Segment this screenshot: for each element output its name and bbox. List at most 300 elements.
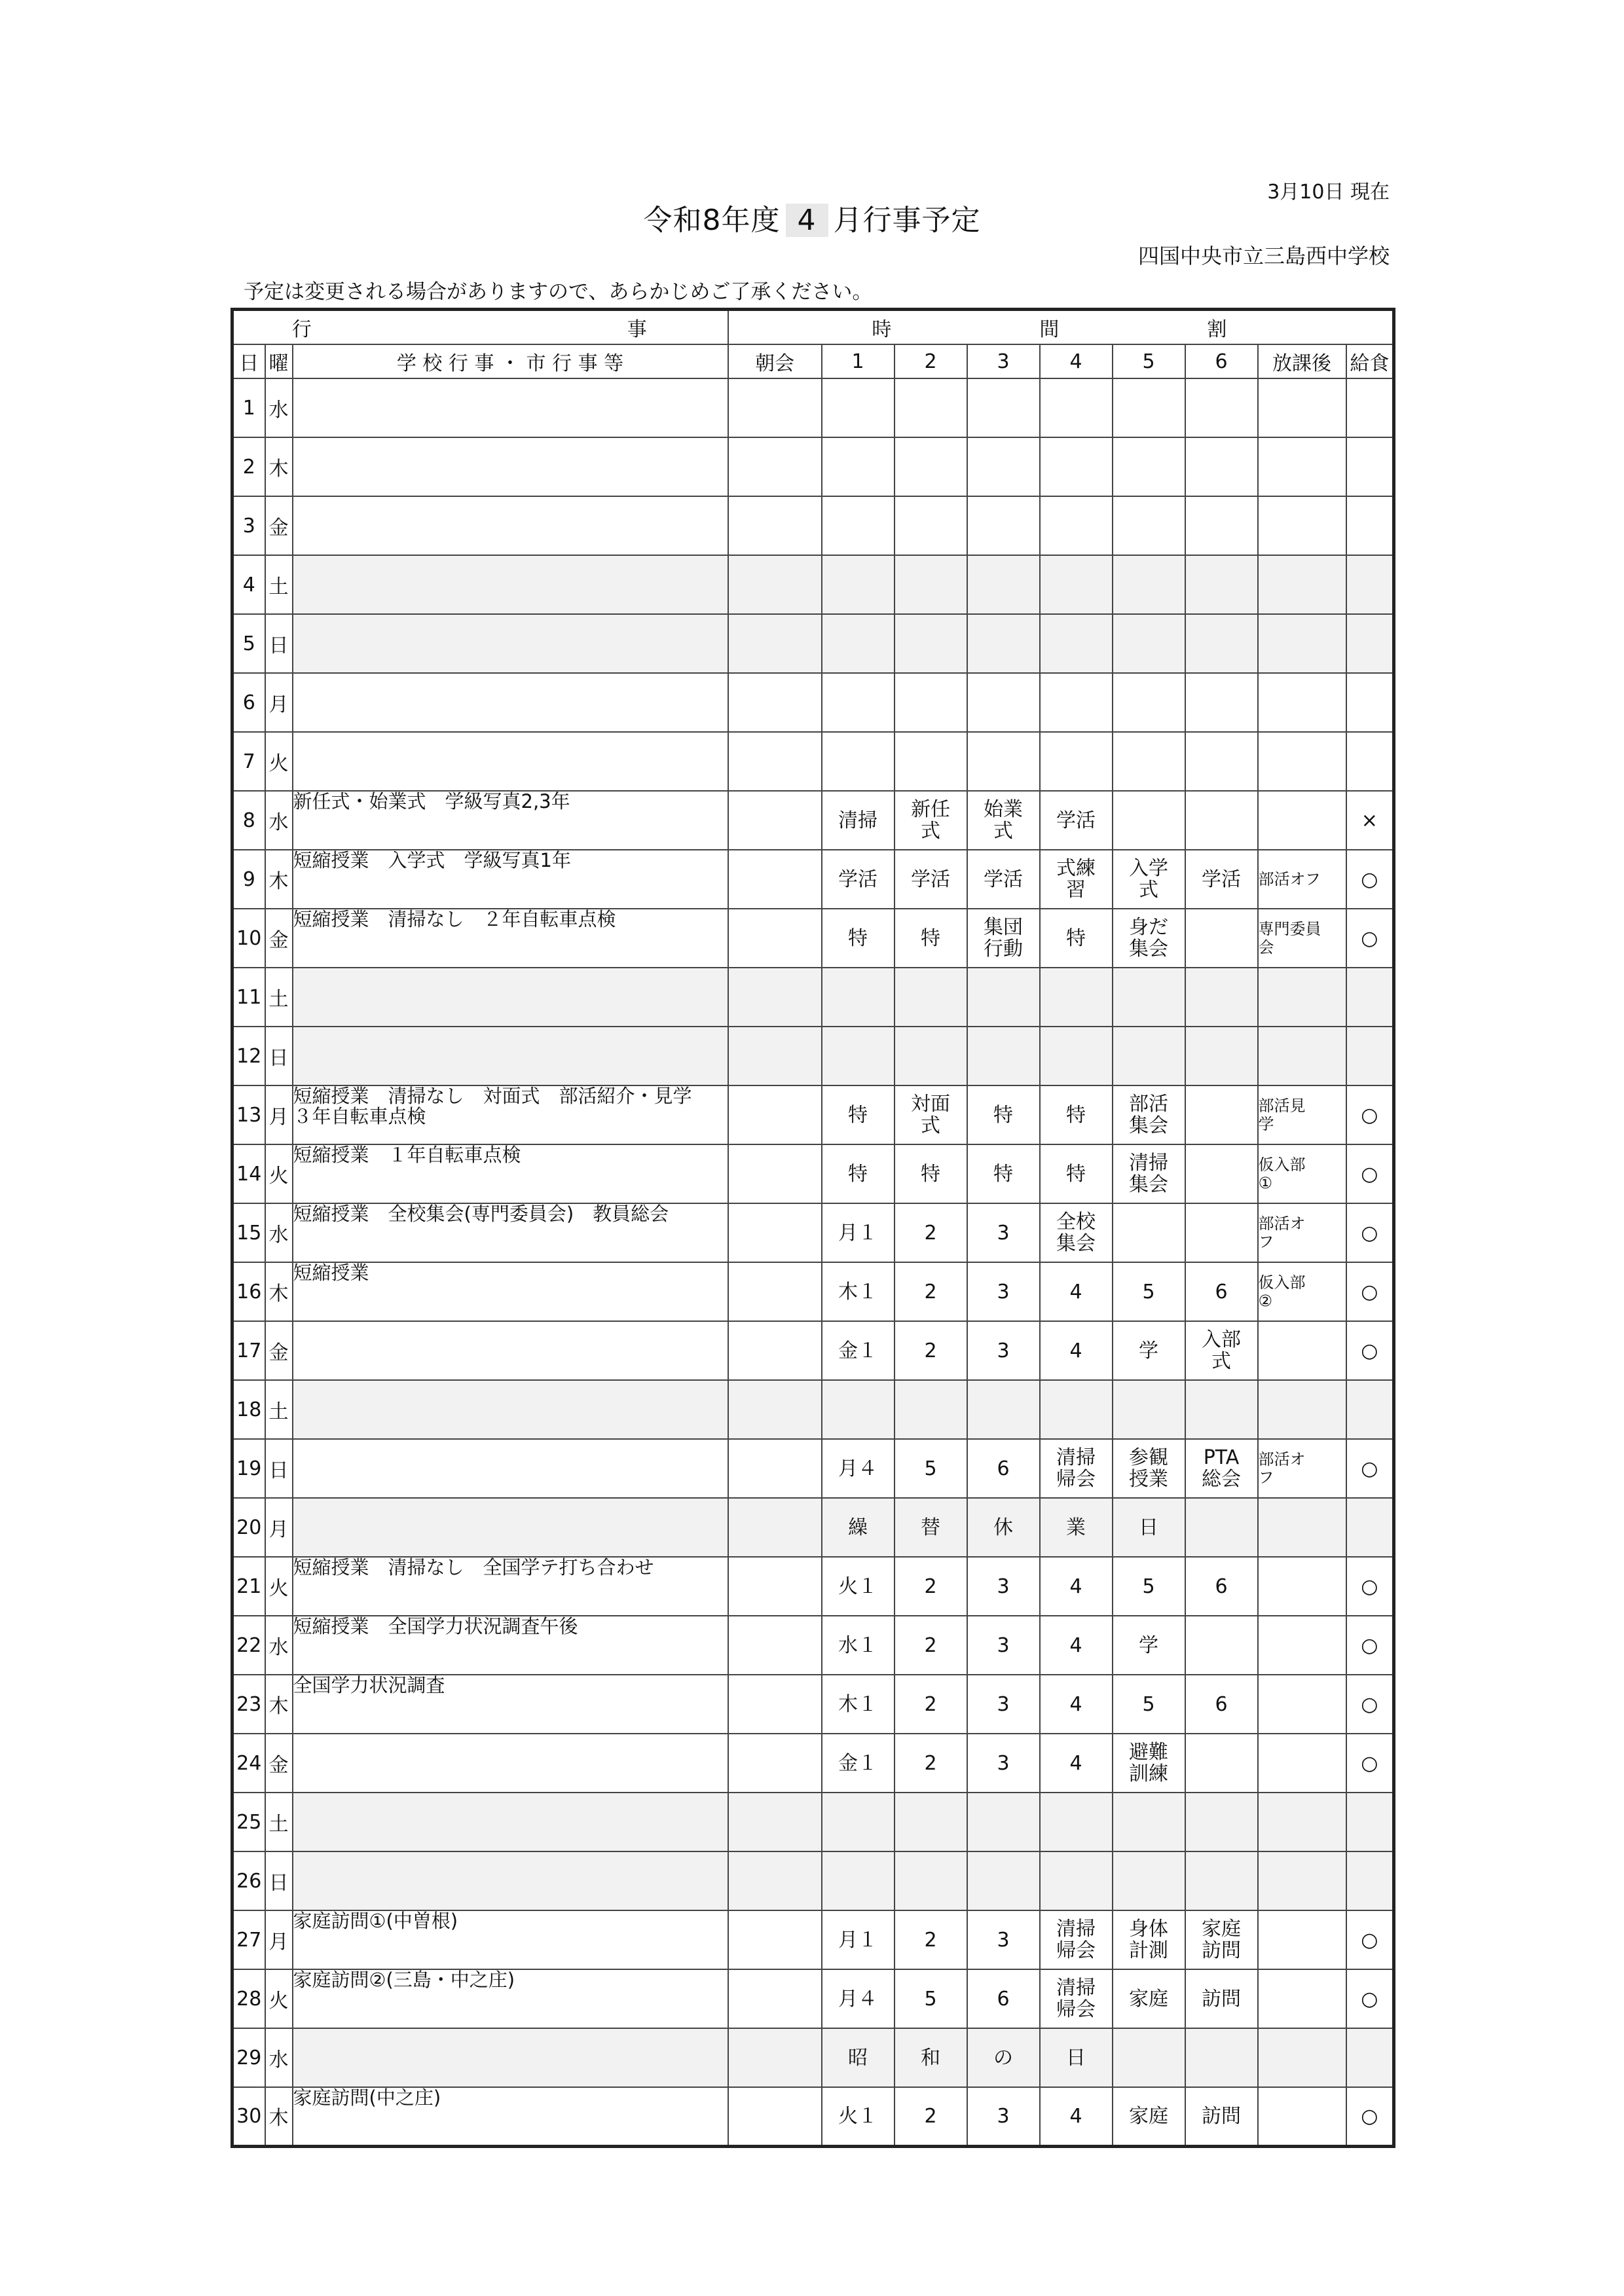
day-cell: 11 [232, 968, 265, 1027]
period-2-cell: 2 [895, 1321, 967, 1380]
period-2-cell: 5 [895, 1969, 967, 2028]
day-cell: 17 [232, 1321, 265, 1380]
weekday-cell: 月 [265, 1910, 293, 1969]
after-school-cell [1258, 1851, 1346, 1910]
period-2-cell: 2 [895, 1616, 967, 1675]
period-1-cell: 金１ [822, 1734, 895, 1793]
period-5-cell [1113, 2028, 1185, 2087]
event-cell [293, 1321, 728, 1380]
day-cell: 18 [232, 1380, 265, 1439]
lunch-cell [1346, 614, 1394, 673]
after-school-cell [1258, 1380, 1346, 1439]
lunch-cell [1346, 1027, 1394, 1085]
period-1-cell: 学活 [822, 850, 895, 909]
lunch-cell: ○ [1346, 1969, 1394, 2028]
day-cell: 15 [232, 1203, 265, 1262]
schedule-row [232, 1675, 1394, 1734]
lunch-cell: ○ [1346, 1321, 1394, 1380]
period-6-cell [1185, 614, 1258, 673]
period-1-cell [822, 1851, 895, 1910]
col-weekday: 曜 [265, 344, 293, 378]
day-cell: 4 [232, 555, 265, 614]
period-4-cell: 特 [1040, 1085, 1113, 1144]
period-4-cell: 清掃 帰会 [1040, 1439, 1113, 1498]
schedule-table [231, 308, 1395, 2148]
after-school-cell [1258, 1498, 1346, 1557]
period-2-cell [895, 968, 967, 1027]
event-cell [293, 1439, 728, 1498]
morning-assembly-cell [728, 1498, 822, 1557]
day-cell: 8 [232, 791, 265, 850]
period-3-cell [967, 673, 1040, 732]
lunch-cell [1346, 378, 1394, 437]
event-cell: 短縮授業 清掃なし 全国学テ打ち合わせ [293, 1557, 728, 1616]
day-cell: 25 [232, 1793, 265, 1851]
period-6-cell [1185, 555, 1258, 614]
weekday-cell: 金 [265, 1734, 293, 1793]
morning-assembly-cell [728, 1380, 822, 1439]
period-1-cell [822, 555, 895, 614]
day-cell: 13 [232, 1085, 265, 1144]
period-4-cell: 4 [1040, 1734, 1113, 1793]
after-school-cell [1258, 437, 1346, 496]
period-3-cell: 6 [967, 1969, 1040, 2028]
col-lunch: 給食 [1346, 344, 1394, 378]
day-cell: 29 [232, 2028, 265, 2087]
schedule-row [232, 909, 1394, 968]
morning-assembly-cell [728, 496, 822, 555]
lunch-cell [1346, 1498, 1394, 1557]
lunch-cell [1346, 673, 1394, 732]
col-period-1: 1 [822, 344, 895, 378]
schedule-row [232, 850, 1394, 909]
after-school-cell [1258, 378, 1346, 437]
weekday-cell: 日 [265, 1027, 293, 1085]
after-school-cell [1258, 1734, 1346, 1793]
period-3-cell: 3 [967, 1910, 1040, 1969]
period-3-cell: 始業 式 [967, 791, 1040, 850]
lunch-cell [1346, 968, 1394, 1027]
period-2-cell: 2 [895, 1557, 967, 1616]
period-1-cell: 木１ [822, 1262, 895, 1321]
schedule-row [232, 555, 1394, 614]
after-school-cell: 部活オ フ [1258, 1439, 1346, 1498]
col-after-school: 放課後 [1258, 344, 1346, 378]
lunch-cell: ○ [1346, 1085, 1394, 1144]
period-3-cell [967, 1793, 1040, 1851]
lunch-cell: ○ [1346, 1144, 1394, 1203]
morning-assembly-cell [728, 1793, 822, 1851]
morning-assembly-cell [728, 1557, 822, 1616]
period-3-cell: の [967, 2028, 1040, 2087]
period-4-cell [1040, 673, 1113, 732]
title-suffix: 月行事予定 [833, 204, 981, 237]
lunch-cell [1346, 1380, 1394, 1439]
period-2-cell: 対面 式 [895, 1085, 967, 1144]
period-6-cell: PTA 総会 [1185, 1439, 1258, 1498]
period-2-cell: 特 [895, 1144, 967, 1203]
day-cell: 1 [232, 378, 265, 437]
schedule-row [232, 1203, 1394, 1262]
morning-assembly-cell [728, 732, 822, 791]
lunch-cell: ○ [1346, 909, 1394, 968]
schedule-row [232, 614, 1394, 673]
period-5-cell: 5 [1113, 1262, 1185, 1321]
period-3-cell: 特 [967, 1085, 1040, 1144]
after-school-cell: 部活オ フ [1258, 1203, 1346, 1262]
period-2-cell: 替 [895, 1498, 967, 1557]
col-period-5: 5 [1113, 344, 1185, 378]
after-school-cell [1258, 1027, 1346, 1085]
weekday-cell: 金 [265, 909, 293, 968]
period-2-cell: 2 [895, 1203, 967, 1262]
period-1-cell [822, 732, 895, 791]
page-title [0, 196, 1624, 238]
period-3-cell: 3 [967, 1734, 1040, 1793]
period-1-cell: 月４ [822, 1439, 895, 1498]
after-school-cell: 仮入部 ① [1258, 1144, 1346, 1203]
period-3-cell [967, 614, 1040, 673]
period-2-cell: 2 [895, 1910, 967, 1969]
period-4-cell [1040, 1380, 1113, 1439]
schedule-row [232, 791, 1394, 850]
period-5-cell: 身体 計測 [1113, 1910, 1185, 1969]
period-6-cell [1185, 968, 1258, 1027]
col-period-3: 3 [967, 344, 1040, 378]
period-6-cell [1185, 1734, 1258, 1793]
period-6-cell [1185, 673, 1258, 732]
schedule-row [232, 1910, 1394, 1969]
schedule-row [232, 732, 1394, 791]
period-6-cell [1185, 791, 1258, 850]
period-6-cell [1185, 1498, 1258, 1557]
col-period-4: 4 [1040, 344, 1113, 378]
period-4-cell [1040, 1851, 1113, 1910]
weekday-cell: 日 [265, 1439, 293, 1498]
period-3-cell: 休 [967, 1498, 1040, 1557]
schedule-row [232, 1144, 1394, 1203]
period-2-cell [895, 1380, 967, 1439]
period-6-cell [1185, 1851, 1258, 1910]
period-5-cell [1113, 1851, 1185, 1910]
lunch-cell: ○ [1346, 1439, 1394, 1498]
after-school-cell [1258, 555, 1346, 614]
period-3-cell [967, 437, 1040, 496]
event-cell: 家庭訪問(中之庄) [293, 2087, 728, 2146]
after-school-cell [1258, 1910, 1346, 1969]
period-2-cell [895, 1851, 967, 1910]
schedule-row [232, 437, 1394, 496]
period-6-cell [1185, 1616, 1258, 1675]
period-3-cell [967, 1851, 1040, 1910]
event-cell [293, 2028, 728, 2087]
weekday-cell: 月 [265, 1085, 293, 1144]
lunch-cell [1346, 1851, 1394, 1910]
period-2-cell [895, 732, 967, 791]
morning-assembly-cell [728, 909, 822, 968]
period-6-cell: 入部 式 [1185, 1321, 1258, 1380]
weekday-cell: 木 [265, 2087, 293, 2146]
schedule-row [232, 2087, 1394, 2146]
period-1-cell [822, 673, 895, 732]
events-group-header: 行 事 [232, 310, 728, 345]
period-5-cell: 部活 集会 [1113, 1085, 1185, 1144]
lunch-cell [1346, 2028, 1394, 2087]
day-cell: 22 [232, 1616, 265, 1675]
morning-assembly-cell [728, 1969, 822, 2028]
after-school-cell [1258, 1321, 1346, 1380]
period-6-cell [1185, 437, 1258, 496]
lunch-cell [1346, 437, 1394, 496]
period-6-cell [1185, 1144, 1258, 1203]
period-1-cell [822, 437, 895, 496]
weekday-cell: 月 [265, 673, 293, 732]
period-6-cell: 6 [1185, 1262, 1258, 1321]
day-cell: 12 [232, 1027, 265, 1085]
period-3-cell: 6 [967, 1439, 1040, 1498]
period-2-cell: 2 [895, 1262, 967, 1321]
event-cell [293, 968, 728, 1027]
after-school-cell [1258, 1616, 1346, 1675]
group-header-row [232, 310, 1394, 345]
period-2-cell [895, 378, 967, 437]
event-cell: 短縮授業 [293, 1262, 728, 1321]
event-cell [293, 378, 728, 437]
period-4-cell: 特 [1040, 909, 1113, 968]
weekday-cell: 木 [265, 437, 293, 496]
period-2-cell: 2 [895, 1734, 967, 1793]
period-4-cell: 4 [1040, 1675, 1113, 1734]
day-cell: 24 [232, 1734, 265, 1793]
weekday-cell: 水 [265, 378, 293, 437]
schedule-row [232, 1027, 1394, 1085]
period-5-cell: 身だ 集会 [1113, 909, 1185, 968]
weekday-cell: 木 [265, 850, 293, 909]
weekday-cell: 火 [265, 1144, 293, 1203]
period-5-cell [1113, 791, 1185, 850]
period-6-cell: 訪問 [1185, 1969, 1258, 2028]
period-3-cell: 3 [967, 1321, 1040, 1380]
weekday-cell: 日 [265, 614, 293, 673]
morning-assembly-cell [728, 1675, 822, 1734]
day-cell: 27 [232, 1910, 265, 1969]
morning-assembly-cell [728, 1321, 822, 1380]
period-5-cell: 家庭 [1113, 1969, 1185, 2028]
period-5-cell [1113, 496, 1185, 555]
period-3-cell: 3 [967, 1557, 1040, 1616]
date-stamp: 3月10日 現在 [1267, 181, 1390, 204]
period-3-cell [967, 1027, 1040, 1085]
period-1-cell: 火１ [822, 1557, 895, 1616]
period-2-cell [895, 555, 967, 614]
period-2-cell [895, 496, 967, 555]
after-school-cell [1258, 968, 1346, 1027]
period-4-cell [1040, 732, 1113, 791]
schedule-body [232, 378, 1394, 2146]
morning-assembly-cell [728, 2087, 822, 2146]
day-cell: 30 [232, 2087, 265, 2146]
event-cell [293, 1851, 728, 1910]
weekday-cell: 土 [265, 968, 293, 1027]
period-5-cell [1113, 614, 1185, 673]
after-school-cell [1258, 1557, 1346, 1616]
day-cell: 9 [232, 850, 265, 909]
period-5-cell [1113, 968, 1185, 1027]
schedule-row [232, 673, 1394, 732]
event-cell [293, 437, 728, 496]
weekday-cell: 木 [265, 1262, 293, 1321]
schedule-row [232, 1734, 1394, 1793]
period-2-cell: 新任 式 [895, 791, 967, 850]
event-cell: 短縮授業 入学式 学級写真1年 [293, 850, 728, 909]
event-cell [293, 1734, 728, 1793]
col-day: 日 [232, 344, 265, 378]
period-5-cell: 入学 式 [1113, 850, 1185, 909]
morning-assembly-cell [728, 614, 822, 673]
timetable-group-header: 時 間 割 [728, 310, 1394, 345]
period-3-cell [967, 1380, 1040, 1439]
day-cell: 21 [232, 1557, 265, 1616]
period-1-cell [822, 1380, 895, 1439]
period-6-cell [1185, 1027, 1258, 1085]
period-1-cell: 月１ [822, 1910, 895, 1969]
weekday-cell: 水 [265, 2028, 293, 2087]
day-cell: 2 [232, 437, 265, 496]
day-cell: 5 [232, 614, 265, 673]
period-3-cell [967, 496, 1040, 555]
morning-assembly-cell [728, 555, 822, 614]
period-3-cell: 3 [967, 1616, 1040, 1675]
after-school-cell: 部活オフ [1258, 850, 1346, 909]
morning-assembly-cell [728, 968, 822, 1027]
period-6-cell: 6 [1185, 1557, 1258, 1616]
weekday-cell: 水 [265, 1203, 293, 1262]
lunch-cell [1346, 555, 1394, 614]
schedule-row [232, 1557, 1394, 1616]
period-4-cell: 業 [1040, 1498, 1113, 1557]
schedule-row [232, 1616, 1394, 1675]
period-4-cell: 清掃 帰会 [1040, 1910, 1113, 1969]
lunch-cell: ○ [1346, 1675, 1394, 1734]
period-3-cell [967, 732, 1040, 791]
period-2-cell [895, 1793, 967, 1851]
period-4-cell [1040, 555, 1113, 614]
schedule-row [232, 2028, 1394, 2087]
after-school-cell [1258, 496, 1346, 555]
period-2-cell [895, 1027, 967, 1085]
period-3-cell: 集団 行動 [967, 909, 1040, 968]
morning-assembly-cell [728, 437, 822, 496]
period-1-cell: 特 [822, 1144, 895, 1203]
period-2-cell: 2 [895, 2087, 967, 2146]
morning-assembly-cell [728, 1203, 822, 1262]
period-3-cell: 3 [967, 1262, 1040, 1321]
period-2-cell [895, 437, 967, 496]
morning-assembly-cell [728, 1027, 822, 1085]
weekday-cell: 土 [265, 1793, 293, 1851]
schedule-row [232, 1969, 1394, 2028]
col-morning: 朝会 [728, 344, 822, 378]
period-1-cell: 特 [822, 1085, 895, 1144]
weekday-cell: 火 [265, 732, 293, 791]
period-1-cell: 特 [822, 909, 895, 968]
day-cell: 23 [232, 1675, 265, 1734]
day-cell: 10 [232, 909, 265, 968]
morning-assembly-cell [728, 1262, 822, 1321]
column-header-row [232, 344, 1394, 378]
period-6-cell [1185, 1203, 1258, 1262]
period-1-cell: 月４ [822, 1969, 895, 2028]
weekday-cell: 水 [265, 791, 293, 850]
day-cell: 16 [232, 1262, 265, 1321]
period-4-cell: 清掃 帰会 [1040, 1969, 1113, 2028]
period-6-cell: 学活 [1185, 850, 1258, 909]
period-5-cell [1113, 1203, 1185, 1262]
event-cell [293, 555, 728, 614]
weekday-cell: 水 [265, 1616, 293, 1675]
period-6-cell: 6 [1185, 1675, 1258, 1734]
morning-assembly-cell [728, 1085, 822, 1144]
period-5-cell [1113, 378, 1185, 437]
morning-assembly-cell [728, 1144, 822, 1203]
period-1-cell: 清掃 [822, 791, 895, 850]
period-2-cell: 5 [895, 1439, 967, 1498]
event-cell [293, 496, 728, 555]
period-3-cell: 3 [967, 1203, 1040, 1262]
lunch-cell: ○ [1346, 1557, 1394, 1616]
schedule-row [232, 496, 1394, 555]
weekday-cell: 木 [265, 1675, 293, 1734]
period-5-cell [1113, 437, 1185, 496]
event-cell [293, 1498, 728, 1557]
after-school-cell [1258, 614, 1346, 673]
period-2-cell [895, 673, 967, 732]
schedule-row [232, 968, 1394, 1027]
period-1-cell [822, 378, 895, 437]
period-5-cell: 参観 授業 [1113, 1439, 1185, 1498]
period-5-cell [1113, 1380, 1185, 1439]
period-5-cell [1113, 732, 1185, 791]
period-6-cell [1185, 1380, 1258, 1439]
period-5-cell: 清掃 集会 [1113, 1144, 1185, 1203]
lunch-cell: ○ [1346, 1262, 1394, 1321]
lunch-cell [1346, 732, 1394, 791]
morning-assembly-cell [728, 1734, 822, 1793]
period-1-cell [822, 614, 895, 673]
school-name: 四国中央市立三島西中学校 [1137, 244, 1390, 268]
lunch-cell: ○ [1346, 1203, 1394, 1262]
lunch-cell [1346, 496, 1394, 555]
day-cell: 7 [232, 732, 265, 791]
period-4-cell [1040, 1027, 1113, 1085]
period-1-cell: 金１ [822, 1321, 895, 1380]
weekday-cell: 金 [265, 1321, 293, 1380]
lunch-cell: × [1346, 791, 1394, 850]
col-period-6: 6 [1185, 344, 1258, 378]
period-5-cell: 避難 訓練 [1113, 1734, 1185, 1793]
period-5-cell: 5 [1113, 1557, 1185, 1616]
period-5-cell: 日 [1113, 1498, 1185, 1557]
day-cell: 26 [232, 1851, 265, 1910]
after-school-cell [1258, 732, 1346, 791]
period-4-cell: 4 [1040, 1557, 1113, 1616]
weekday-cell: 火 [265, 1969, 293, 2028]
notice-text: 予定は変更される場合がありますので、あらかじめご了承ください。 [244, 280, 873, 304]
event-cell: 短縮授業 全校集会(専門委員会) 教員総会 [293, 1203, 728, 1262]
event-cell [293, 614, 728, 673]
period-1-cell: 水１ [822, 1616, 895, 1675]
title-month: 4 [786, 204, 828, 237]
